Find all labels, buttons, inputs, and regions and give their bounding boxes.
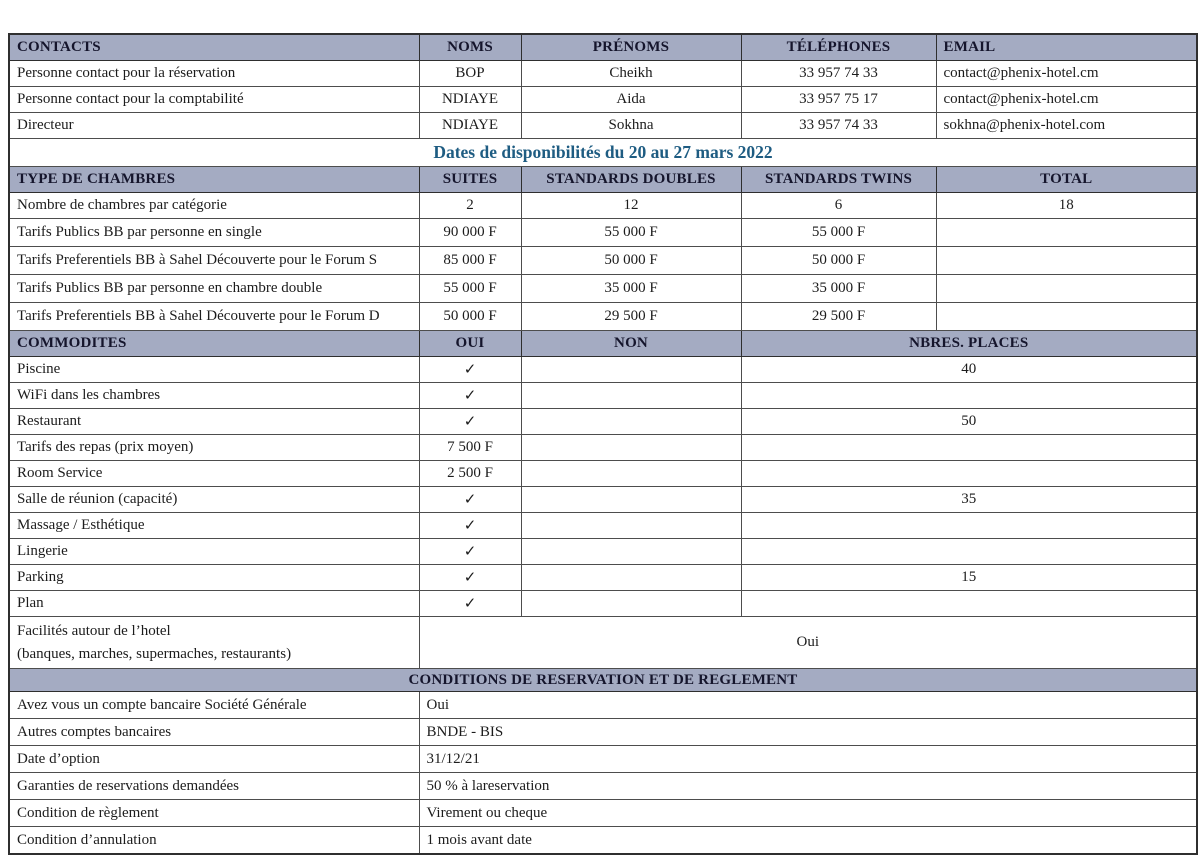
contact-telephone: 33 957 74 33	[741, 61, 936, 87]
prenoms-header: PRÉNOMS	[521, 34, 741, 61]
amenity-row	[9, 357, 1197, 383]
room-suites-value: 50 000 F	[419, 303, 521, 331]
room-suites-value: 55 000 F	[419, 275, 521, 303]
noms-header: NOMS	[419, 34, 521, 61]
standards-doubles-header: STANDARDS DOUBLES	[521, 167, 741, 193]
amenity-places-value	[741, 461, 1197, 487]
contact-email: contact@phenix-hotel.cm	[936, 61, 1197, 87]
facilities-label	[9, 617, 419, 669]
nbres-places-header: NBRES. PLACES	[741, 331, 1197, 357]
room-total-value	[936, 219, 1197, 247]
amenity-places-value	[741, 383, 1197, 409]
room-twins-value: 50 000 F	[741, 247, 936, 275]
room-row	[9, 275, 1197, 303]
amenities-header-row	[9, 331, 1197, 357]
contact-prenom: Cheikh	[521, 61, 741, 87]
rooms-header: TYPE DE CHAMBRES	[9, 167, 419, 193]
amenity-oui-value: ✓	[419, 565, 521, 591]
condition-value: 31/12/21	[419, 746, 1197, 773]
amenity-row	[9, 461, 1197, 487]
condition-row	[9, 692, 1197, 719]
room-row-label: Tarifs Publics BB par personne en single	[9, 219, 419, 247]
condition-label: Avez vous un compte bancaire Société Générale	[9, 692, 419, 719]
amenity-label: Tarifs des repas (prix moyen)	[9, 435, 419, 461]
condition-row	[9, 719, 1197, 746]
conditions-section	[9, 669, 1197, 855]
room-twins-value: 35 000 F	[741, 275, 936, 303]
room-total-value	[936, 275, 1197, 303]
room-doubles-value: 12	[521, 193, 741, 219]
room-total-value	[936, 303, 1197, 331]
amenity-row	[9, 409, 1197, 435]
room-row-label: Tarifs Preferentiels BB à Sahel Découverte pour le Forum S	[9, 247, 419, 275]
amenity-non-value	[521, 513, 741, 539]
condition-label: Date d’option	[9, 746, 419, 773]
conditions-header: CONDITIONS DE RESERVATION ET DE REGLEMENT	[9, 669, 1197, 692]
condition-row	[9, 800, 1197, 827]
room-doubles-value: 35 000 F	[521, 275, 741, 303]
amenities-section	[9, 331, 1197, 669]
room-suites-value: 90 000 F	[419, 219, 521, 247]
amenity-places-value	[741, 539, 1197, 565]
telephones-header: TÉLÉPHONES	[741, 34, 936, 61]
amenity-row	[9, 539, 1197, 565]
rooms-section	[9, 167, 1197, 331]
room-doubles-value: 55 000 F	[521, 219, 741, 247]
amenity-places-value	[741, 513, 1197, 539]
amenity-label: Restaurant	[9, 409, 419, 435]
amenity-oui-value: ✓	[419, 409, 521, 435]
amenity-places-value	[741, 591, 1197, 617]
contact-nom: BOP	[419, 61, 521, 87]
amenity-label: Room Service	[9, 461, 419, 487]
amenity-label: Lingerie	[9, 539, 419, 565]
amenity-non-value	[521, 461, 741, 487]
amenity-row	[9, 435, 1197, 461]
amenity-label: Plan	[9, 591, 419, 617]
room-total-value: 18	[936, 193, 1197, 219]
amenity-places-value	[741, 435, 1197, 461]
non-header: NON	[521, 331, 741, 357]
room-total-value	[936, 247, 1197, 275]
contact-telephone: 33 957 74 33	[741, 113, 936, 139]
amenity-label: Parking	[9, 565, 419, 591]
room-twins-value: 29 500 F	[741, 303, 936, 331]
availability-title: Dates de disponibilités du 20 au 27 mars 2022	[9, 139, 1197, 167]
condition-value: 1 mois avant date	[419, 827, 1197, 855]
room-suites-value: 85 000 F	[419, 247, 521, 275]
amenity-oui-value: ✓	[419, 513, 521, 539]
amenity-row	[9, 513, 1197, 539]
condition-label: Condition de règlement	[9, 800, 419, 827]
contact-role: Personne contact pour la réservation	[9, 61, 419, 87]
condition-value: Virement ou cheque	[419, 800, 1197, 827]
amenity-label: WiFi dans les chambres	[9, 383, 419, 409]
room-suites-value: 2	[419, 193, 521, 219]
room-row-label: Tarifs Preferentiels BB à Sahel Découverte pour le Forum D	[9, 303, 419, 331]
amenity-label: Massage / Esthétique	[9, 513, 419, 539]
amenity-row	[9, 487, 1197, 513]
amenity-non-value	[521, 591, 741, 617]
contact-prenom: Sokhna	[521, 113, 741, 139]
availability-title-row	[9, 139, 1197, 167]
amenity-row	[9, 591, 1197, 617]
hotel-info-table	[8, 33, 1198, 855]
amenity-row	[9, 383, 1197, 409]
oui-header: OUI	[419, 331, 521, 357]
contact-role: Directeur	[9, 113, 419, 139]
amenity-oui-value: ✓	[419, 539, 521, 565]
condition-value: Oui	[419, 692, 1197, 719]
amenity-label: Salle de réunion (capacité)	[9, 487, 419, 513]
room-twins-value: 55 000 F	[741, 219, 936, 247]
amenities-header: COMMODITES	[9, 331, 419, 357]
amenity-non-value	[521, 565, 741, 591]
room-doubles-value: 29 500 F	[521, 303, 741, 331]
facilities-value: Oui	[419, 617, 1197, 669]
contacts-header: CONTACTS	[9, 34, 419, 61]
amenity-oui-value: 2 500 F	[419, 461, 521, 487]
amenity-places-value: 50	[741, 409, 1197, 435]
contact-row	[9, 87, 1197, 113]
amenity-non-value	[521, 409, 741, 435]
standards-twins-header: STANDARDS TWINS	[741, 167, 936, 193]
amenity-oui-value: ✓	[419, 383, 521, 409]
contact-email: contact@phenix-hotel.cm	[936, 87, 1197, 113]
contact-email: sokhna@phenix-hotel.com	[936, 113, 1197, 139]
room-row	[9, 193, 1197, 219]
condition-row	[9, 746, 1197, 773]
amenity-label: Piscine	[9, 357, 419, 383]
contacts-header-row	[9, 34, 1197, 61]
condition-value: BNDE - BIS	[419, 719, 1197, 746]
room-row-label: Nombre de chambres par catégorie	[9, 193, 419, 219]
email-header: EMAIL	[936, 34, 1197, 61]
condition-label: Autres comptes bancaires	[9, 719, 419, 746]
contact-nom: NDIAYE	[419, 113, 521, 139]
amenity-places-value: 35	[741, 487, 1197, 513]
amenity-places-value: 15	[741, 565, 1197, 591]
contact-row	[9, 61, 1197, 87]
amenity-non-value	[521, 383, 741, 409]
rooms-header-row	[9, 167, 1197, 193]
condition-row	[9, 773, 1197, 800]
contact-row	[9, 113, 1197, 139]
amenity-oui-value: ✓	[419, 357, 521, 383]
facilities-label-line: (banques, marches, supermaches, restaurants)	[17, 645, 292, 662]
room-row-label: Tarifs Publics BB par personne en chambre double	[9, 275, 419, 303]
conditions-header-row	[9, 669, 1197, 692]
amenity-places-value: 40	[741, 357, 1197, 383]
condition-row	[9, 827, 1197, 855]
suites-header: SUITES	[419, 167, 521, 193]
amenity-oui-value: 7 500 F	[419, 435, 521, 461]
facilities-row	[9, 617, 1197, 669]
amenity-non-value	[521, 487, 741, 513]
amenity-non-value	[521, 435, 741, 461]
contact-role: Personne contact pour la comptabilité	[9, 87, 419, 113]
contacts-section	[9, 34, 1197, 139]
room-twins-value: 6	[741, 193, 936, 219]
condition-value: 50 % à lareservation	[419, 773, 1197, 800]
contact-prenom: Aida	[521, 87, 741, 113]
amenity-non-value	[521, 539, 741, 565]
amenity-row	[9, 565, 1197, 591]
amenity-oui-value: ✓	[419, 591, 521, 617]
condition-label: Condition d’annulation	[9, 827, 419, 855]
total-header: TOTAL	[936, 167, 1197, 193]
condition-label: Garanties de reservations demandées	[9, 773, 419, 800]
amenity-oui-value: ✓	[419, 487, 521, 513]
contact-nom: NDIAYE	[419, 87, 521, 113]
facilities-label-line: Facilités autour de l’hotel	[17, 623, 171, 639]
room-row	[9, 219, 1197, 247]
room-row	[9, 303, 1197, 331]
contact-telephone: 33 957 75 17	[741, 87, 936, 113]
amenity-non-value	[521, 357, 741, 383]
room-row	[9, 247, 1197, 275]
room-doubles-value: 50 000 F	[521, 247, 741, 275]
availability-title-section	[9, 139, 1197, 167]
